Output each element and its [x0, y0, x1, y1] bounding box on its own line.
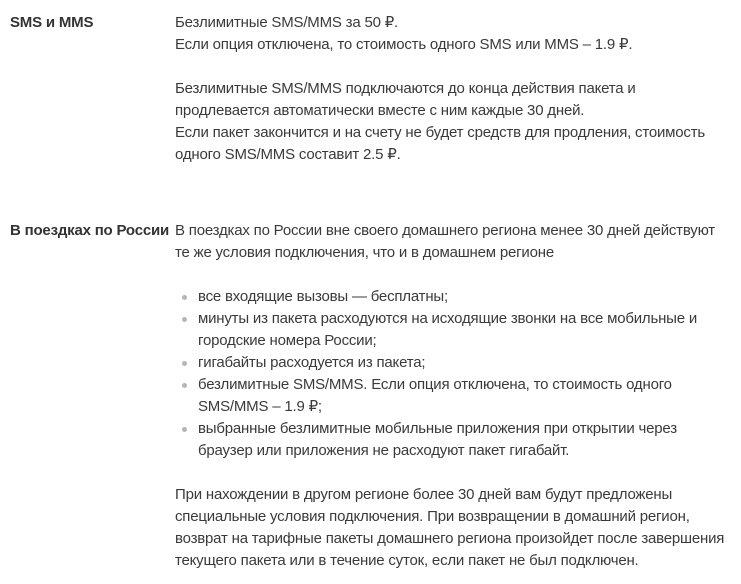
bullet-icon: [182, 383, 187, 388]
bullet-text: безлимитные SMS/MMS. Если опция отключена, то стоимость одного SMS/MMS – 1.9 ₽;: [198, 376, 672, 415]
section-label: В поездках по России: [10, 222, 170, 239]
bullet-text: гигабайты расходуется из пакета;: [198, 354, 426, 371]
bullet-text: минуты из пакета расходуются на исходящие звонки на все мобильные и городские номера России;: [198, 310, 698, 349]
section-content: [175, 12, 735, 166]
text-line: При нахождении в другом регионе более 30 дней вам будут предложены специальные условия подключения. При возвращении в домашний регион, возврат на тарифные пакеты домашнего региона произойдет после завершения текущего пакета или в течение суток, если пакет не был подключен.: [175, 486, 725, 569]
list-item: [175, 286, 731, 308]
bullet-text: выбранные безлимитные мобильные приложения при открытии через браузер или приложения не расходуют пакет гигабайт.: [198, 420, 677, 459]
paragraph: [175, 12, 731, 56]
paragraph: [175, 484, 731, 572]
text-line: Безлимитные SMS/MMS за 50 ₽.: [175, 14, 399, 31]
list-item: [175, 418, 731, 462]
bullet-text: все входящие вызовы — бесплатны;: [198, 288, 448, 305]
text-line: В поездках по России вне своего домашнего региона менее 30 дней действуют те же условия подключения, что и в домашнем регионе: [175, 222, 715, 261]
bullet-icon: [182, 361, 187, 366]
tariff-section: [0, 220, 741, 572]
section-content: [175, 220, 735, 572]
section-label: SMS и MMS: [10, 14, 94, 31]
paragraph: [175, 78, 731, 166]
bullet-list: [175, 286, 731, 462]
bullet-icon: [182, 295, 187, 300]
tariff-sections: [0, 12, 741, 572]
text-line: Если пакет закончится и на счету не будет средств для продления, стоимость одного SMS/MMS составит 2.5 ₽.: [175, 124, 706, 163]
list-item: [175, 352, 731, 374]
bullet-icon: [182, 427, 187, 432]
list-item: [175, 308, 731, 352]
text-line: Безлимитные SMS/MMS подключаются до конца действия пакета и продлевается автоматически вместе с ним каждые 30 дней.: [175, 80, 636, 119]
tariff-section: [0, 12, 741, 166]
paragraph: [175, 220, 731, 264]
list-item: [175, 374, 731, 418]
bullet-icon: [182, 317, 187, 322]
text-line: Если опция отключена, то стоимость одного SMS или MMS – 1.9 ₽.: [175, 36, 633, 53]
